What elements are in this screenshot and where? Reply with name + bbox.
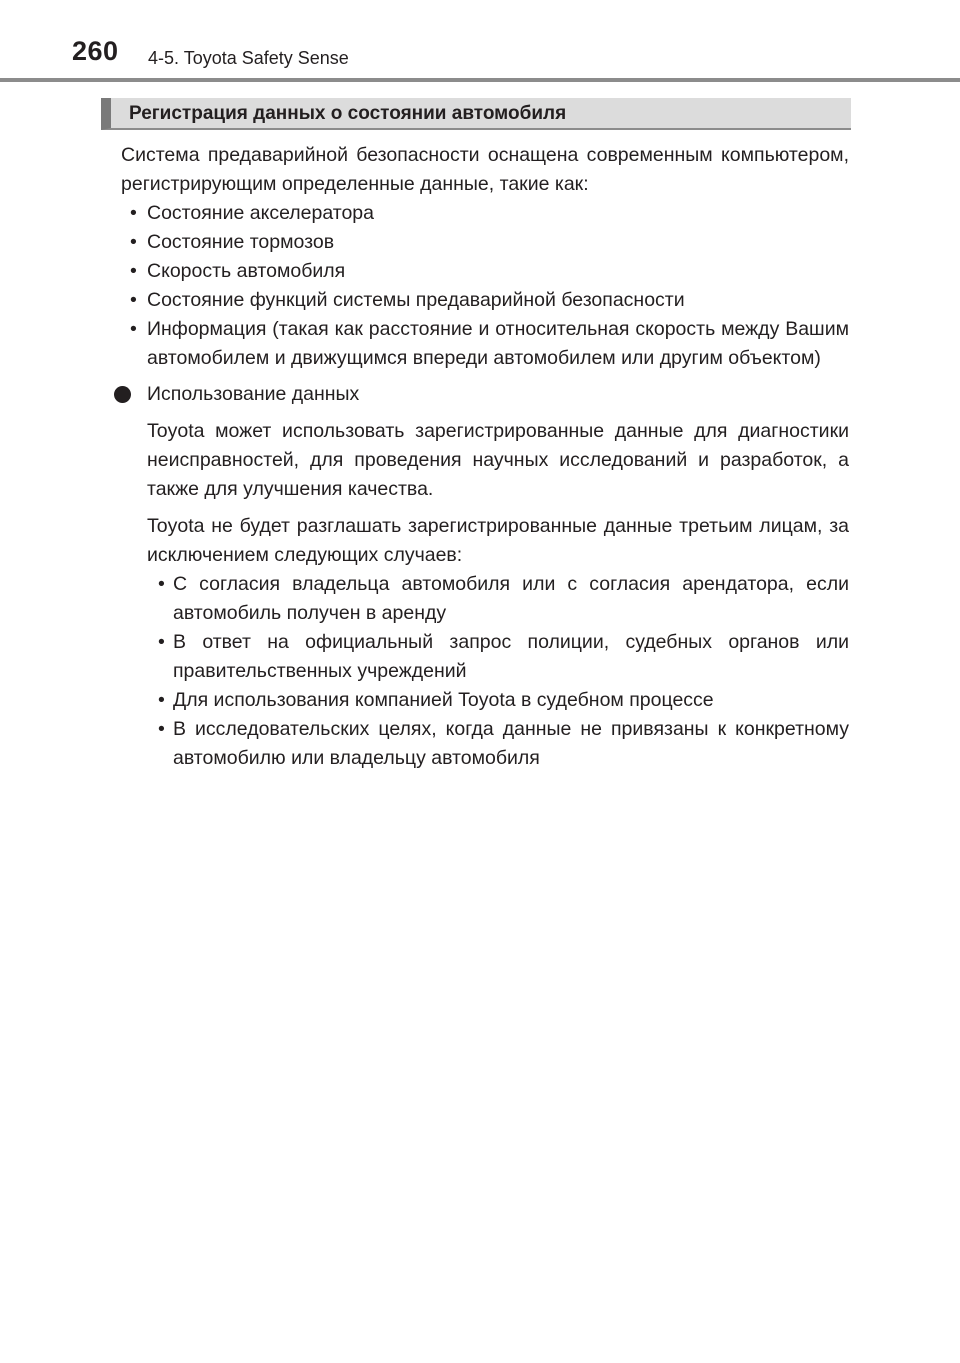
bullet-icon: • [158, 689, 165, 711]
list-item: • Для использования компанией Toyota в судебном процессе [147, 686, 849, 715]
bullet-icon: • [130, 260, 137, 282]
bullet-icon: • [158, 573, 165, 595]
main-content [121, 141, 849, 773]
exceptions-list [147, 570, 849, 773]
list-item: • С согласия владельца автомобиля или с согласия арендатора, если автомобиль получен в аренду [147, 570, 849, 628]
list-item: • В ответ на официальный запрос полиции, судебных органов или правительственных учреждений [147, 628, 849, 686]
list-item: • Скорость автомобиля [121, 257, 849, 286]
intro-paragraph: Система предаварийной безопасности оснащена современным компьютером, регистрирующим определенные данные, такие как: [121, 144, 849, 195]
filled-circle-icon [114, 386, 131, 403]
page-number: 260 [72, 36, 119, 66]
section-heading-bar [101, 98, 851, 130]
bullet-icon: • [130, 289, 137, 311]
list-item: • Состояние тормозов [121, 228, 849, 257]
chapter-title: 4-5. Toyota Safety Sense [148, 48, 349, 68]
bullet-icon: • [158, 718, 165, 740]
usage-heading [121, 380, 849, 409]
usage-section [147, 417, 849, 773]
header-divider [0, 78, 960, 82]
usage-heading-text: Использование данных [147, 383, 360, 405]
recorded-data-list [121, 199, 849, 373]
list-item: • Состояние функций системы предаварийной безопасности [121, 286, 849, 315]
bullet-icon: • [130, 231, 137, 253]
list-item: • Информация (такая как расстояние и относительная скорость между Вашим автомобилем и движущимся впереди автомобилем или другим объектом) [121, 315, 849, 373]
usage-paragraph-2: Toyota не будет разглашать зарегистрированные данные третьим лицам, за исключением следующих случаев: [147, 515, 849, 566]
list-item: • Состояние акселератора [121, 199, 849, 228]
list-item: • В исследовательских целях, когда данные не привязаны к конкретному автомобилю или владельцу автомобиля [147, 715, 849, 773]
page-header [0, 0, 960, 84]
usage-paragraph-1: Toyota может использовать зарегистрированные данные для диагностики неисправностей, для проведения научных исследований и разработок, а также для улучшения качества. [147, 420, 849, 500]
bullet-icon: • [158, 631, 165, 653]
bullet-icon: • [130, 318, 137, 340]
bullet-icon: • [130, 202, 137, 224]
section-title: Регистрация данных о состоянии автомобиля [129, 103, 567, 124]
